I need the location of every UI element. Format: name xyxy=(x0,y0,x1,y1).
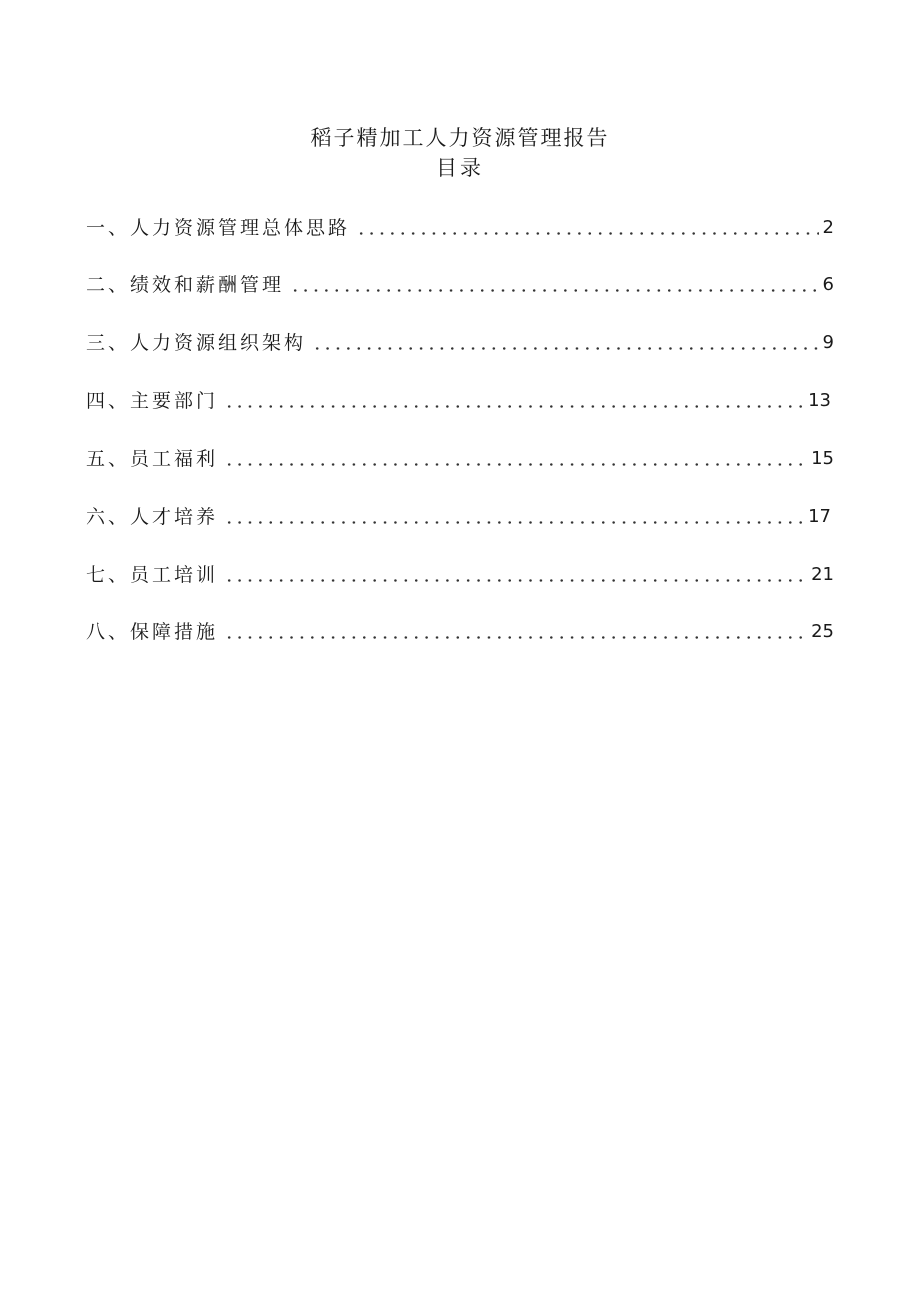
toc-entry[interactable] xyxy=(86,560,834,590)
toc-entry-label: 二、绩效和薪酬管理 xyxy=(86,274,285,296)
toc-entry[interactable] xyxy=(86,328,834,358)
toc-entry-page: 17 xyxy=(808,506,831,527)
toc-dot-leader xyxy=(350,213,823,243)
toc-dot-leader xyxy=(218,502,808,532)
toc-entry-page: 15 xyxy=(811,448,834,469)
toc-dot-leader xyxy=(284,270,823,300)
toc-entry-page: 25 xyxy=(811,621,834,642)
document-title: 稻子精加工人力资源管理报告 xyxy=(310,126,610,150)
toc-heading: 目录 xyxy=(436,156,484,180)
toc-entry[interactable] xyxy=(86,213,834,243)
toc-dot-leader xyxy=(218,386,808,416)
toc-entry-page: 6 xyxy=(822,274,834,295)
toc-entry-label: 三、人力资源组织架构 xyxy=(86,332,307,354)
toc-entry[interactable] xyxy=(86,444,834,474)
toc-entry-page: 2 xyxy=(822,217,834,238)
toc-entry-label: 八、保障措施 xyxy=(86,621,219,643)
toc-entry-page: 9 xyxy=(822,332,834,353)
toc-entry-label: 五、员工福利 xyxy=(86,448,219,470)
toc-entry-label: 六、人才培养 xyxy=(86,506,219,528)
toc-entry[interactable] xyxy=(86,617,834,647)
toc-dot-leader xyxy=(218,617,811,647)
toc-entry-label: 四、主要部门 xyxy=(86,390,219,412)
toc-entry[interactable] xyxy=(86,386,831,416)
toc-entry[interactable] xyxy=(86,270,834,300)
toc-entry-label: 七、员工培训 xyxy=(86,564,219,586)
toc-dot-leader xyxy=(218,444,811,474)
toc-entry-page: 13 xyxy=(808,390,831,411)
toc-entry[interactable] xyxy=(86,502,831,532)
toc-entry-page: 21 xyxy=(811,564,834,585)
toc-dot-leader xyxy=(218,560,811,590)
toc-entry-label: 一、人力资源管理总体思路 xyxy=(86,217,351,239)
toc-dot-leader xyxy=(306,328,823,358)
